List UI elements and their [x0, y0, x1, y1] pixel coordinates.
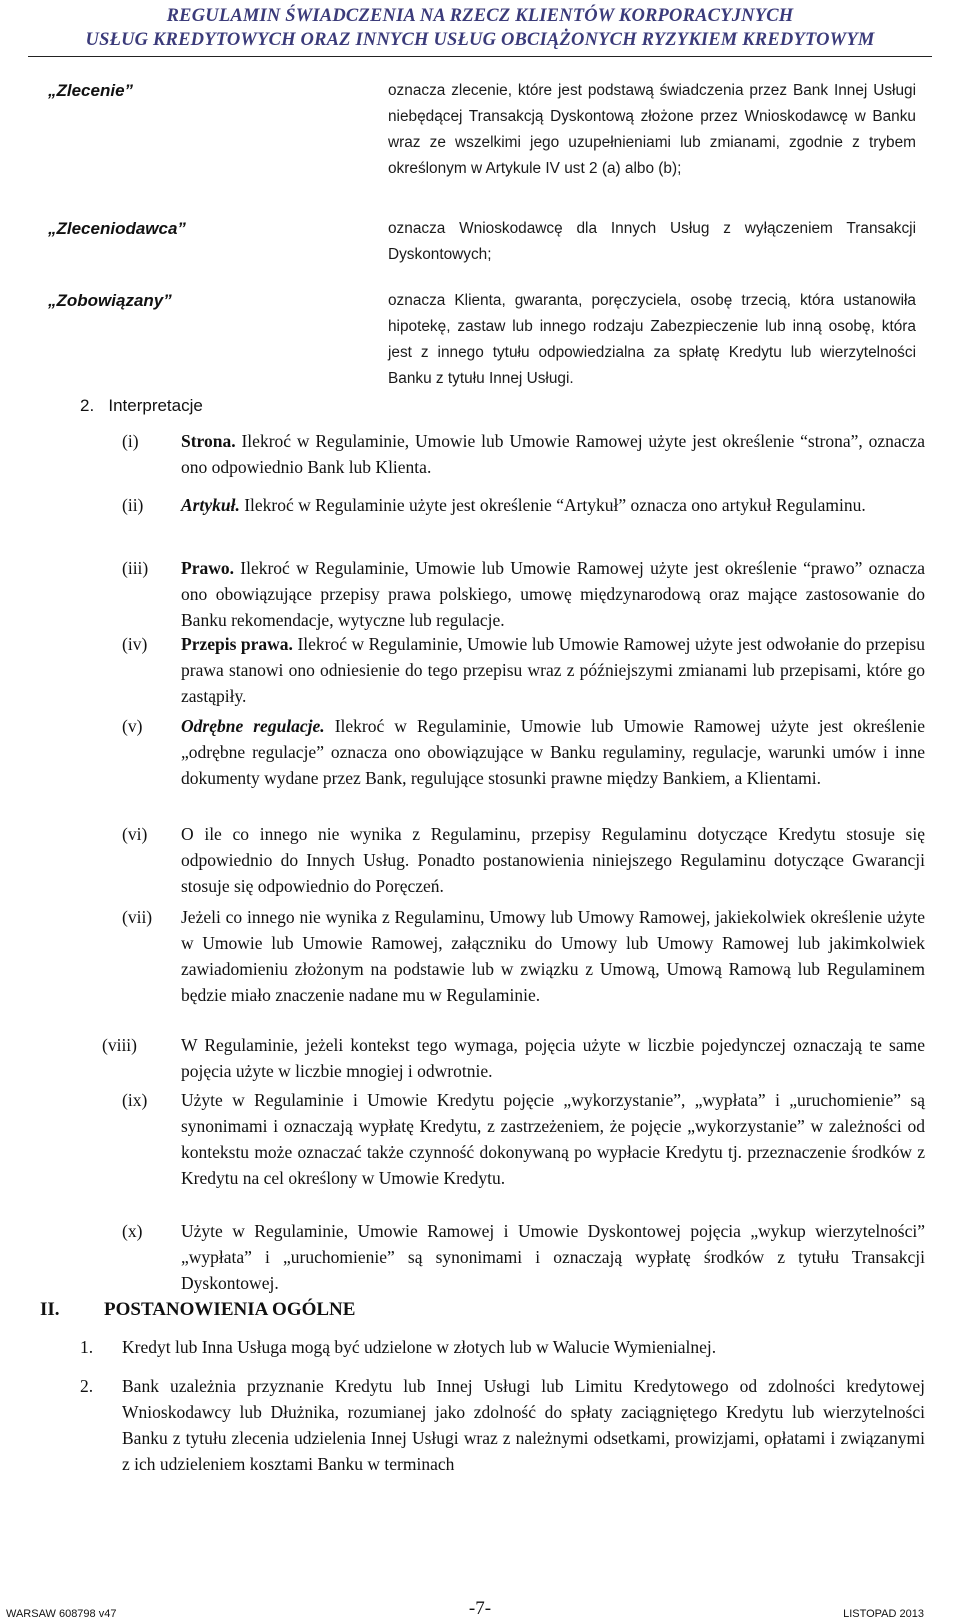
definition-term: „Zleceniodawca” — [48, 219, 186, 238]
interpretations-heading: 2. Interpretacje — [80, 396, 203, 415]
item-text — [181, 713, 925, 791]
item-text — [181, 428, 925, 480]
item-number: (ix) — [122, 1090, 148, 1110]
footer-document-id: WARSAW 608798 v47 — [6, 1608, 117, 1620]
item-body: Ilekroć w Regulaminie, Umowie lub Umowie Ramowej użyte jest odwołanie do przepisu prawa stanowi ono odniesienie do tego przepisu wraz z późniejszymi zmianami lub przepisami, które go zastąpiły. — [181, 634, 925, 706]
item-number: (iv) — [122, 634, 148, 654]
item-lead: Prawo. — [181, 558, 234, 578]
item-body: Ilekroć w Regulaminie, Umowie lub Umowie Ramowej użyte jest określenie „odrębne regulacje” oznacza ono obowiązujące w Banku regulaminy, regulacje, warunki umów i inne dokumenty wydane przez Bank, regulujące stosunki prawne między Bankiem, a Klientami. — [181, 716, 925, 788]
definition-description: oznacza Klienta, gwaranta, poręczyciela, osobę trzecią, która ustanowiła hipotekę, zastaw lub innego rodzaju Zabezpieczenie lub inną osobę, która jest z innego tytułu odpowiedzialna za spłatę Kredytu lub wierzytelności Banku z tytułu Innej Usługi. — [388, 292, 916, 387]
definition-term: „Zobowiązany” — [48, 291, 172, 310]
item-lead: Odrębne regulacje. — [181, 716, 325, 736]
definition-description: oznacza zlecenie, które jest podstawą świadczenia przez Bank Innej Usługi niebędącej Transakcją Dyskontową złożone przez Wnioskodawcę w Banku wraz ze wszelkimi jego uzupełnieniami lub zmianami, zgodnie z trybem określonym w Artykule IV ust 2 (a) albo (b); — [388, 82, 916, 177]
header-rule — [28, 56, 932, 57]
page-header — [0, 4, 960, 52]
header-line-2: USŁUG KREDYTOWYCH ORAZ INNYCH USŁUG OBCIĄŻONYCH RYZYKIEM KREDYTOWYM — [85, 30, 875, 50]
definition-description: oznacza Wnioskodawcę dla Innych Usług z wyłączeniem Transakcji Dyskontowych; — [388, 220, 916, 263]
item-lead: Strona. — [181, 431, 236, 451]
section-roman-numeral: II. — [40, 1299, 60, 1320]
item-number: (vii) — [122, 907, 153, 927]
item-number: (vi) — [122, 824, 148, 844]
item-number: (v) — [122, 716, 143, 736]
item-text: Kredyt lub Inna Usługa mogą być udzielone w złotych lub w Walucie Wymienialnej. — [122, 1337, 717, 1357]
item-body: Ilekroć w Regulaminie, Umowie lub Umowie Ramowej użyte jest określenie “strona”, oznacza ono odpowiednio Bank lub Klienta. — [181, 431, 925, 477]
item-text: W Regulaminie, jeżeli kontekst tego wymaga, pojęcia użyte w liczbie pojedynczej oznaczają te same pojęcia użyte w liczbie mnogiej i odwrotnie. — [181, 1035, 925, 1081]
item-number: (ii) — [122, 495, 144, 515]
item-text: Użyte w Regulaminie, Umowie Ramowej i Umowie Dyskontowej pojęcia „wykup wierzytelności” „wypłata” i „uruchomienie” są synonimami i oznaczają wypłatę środków z tytułu Transakcji Dyskontowej. — [181, 1221, 925, 1293]
item-text — [181, 631, 925, 709]
item-number: (i) — [122, 431, 139, 451]
item-text: O ile co innego nie wynika z Regulaminu, przepisy Regulaminu dotyczące Kredytu stosuje się odpowiednio do Innych Usług. Ponadto postanowienia niniejszego Regulaminu dotyczące Gwarancji stosuje się odpowiednio do Poręczeń. — [181, 824, 925, 896]
item-text — [181, 555, 925, 633]
item-lead: Artykuł. — [181, 495, 240, 515]
definition-term: „Zlecenie” — [48, 81, 134, 100]
section-title: POSTANOWIENIA OGÓLNE — [104, 1299, 356, 1320]
item-body: Ilekroć w Regulaminie użyte jest określenie “Artykuł” oznacza ono artykuł Regulaminu. — [239, 495, 866, 515]
item-number: (iii) — [122, 558, 149, 578]
item-number: (x) — [122, 1221, 143, 1241]
item-number: 1. — [80, 1337, 94, 1357]
item-text: Bank uzależnia przyznanie Kredytu lub Innej Usługi lub Limitu Kredytowego od zdolności kredytowej Wnioskodawcy lub Dłużnika, rozumianej jako zdolność do spłaty zaciągniętego Kredytu lub wierzytelności Banku z tytułu zlecenia udzielenia Innej Usługi wraz z należnymi odsetkami, prowizjami, opłatami i związanymi z ich udzieleniem kosztami Banku w terminach — [122, 1376, 925, 1474]
header-line-1: REGULAMIN ŚWIADCZENIA NA RZECZ KLIENTÓW KORPORACYJNYCH — [166, 6, 794, 26]
item-lead: Przepis prawa. — [181, 634, 293, 654]
footer-date: LISTOPAD 2013 — [843, 1608, 924, 1620]
section-heading — [40, 1297, 355, 1323]
item-text — [181, 492, 925, 518]
footer-page-number: -7- — [468, 1598, 492, 1619]
item-number: (viii) — [102, 1035, 137, 1055]
item-text: Użyte w Regulaminie i Umowie Kredytu pojęcie „wykorzystanie”, „wypłata” i „uruchomienie” są synonimami i oznaczają wypłatę Kredytu, z zastrzeżeniem, że pojęcie „wykorzystanie” w zależności od kontekstu może oznaczać także czynność dokonywaną po wypłacie Kredytu tj. przeznaczenie środków z Kredytu na cel określony w Umowie Kredytu. — [181, 1090, 925, 1188]
item-body: Ilekroć w Regulaminie, Umowie lub Umowie Ramowej użyte jest określenie “prawo” oznacza ono obowiązujące przepisy prawa polskiego, umowę międzynarodową oraz mające zastosowanie do Banku rekomendacje, wytyczne lub regulacje. — [181, 558, 925, 630]
item-text: Jeżeli co innego nie wynika z Regulaminu, Umowy lub Umowy Ramowej, jakiekolwiek określenie użyte w Umowie lub Umowie Ramowej, załączniku do Umowy lub Umowy Ramowej lub jakimkolwiek zawiadomieniu złożonym na podstawie lub w związku z Umową, Umową Ramową lub Regulaminem będzie miało znaczenie nadane mu w Regulaminie. — [181, 907, 925, 1005]
item-number: 2. — [80, 1376, 94, 1396]
